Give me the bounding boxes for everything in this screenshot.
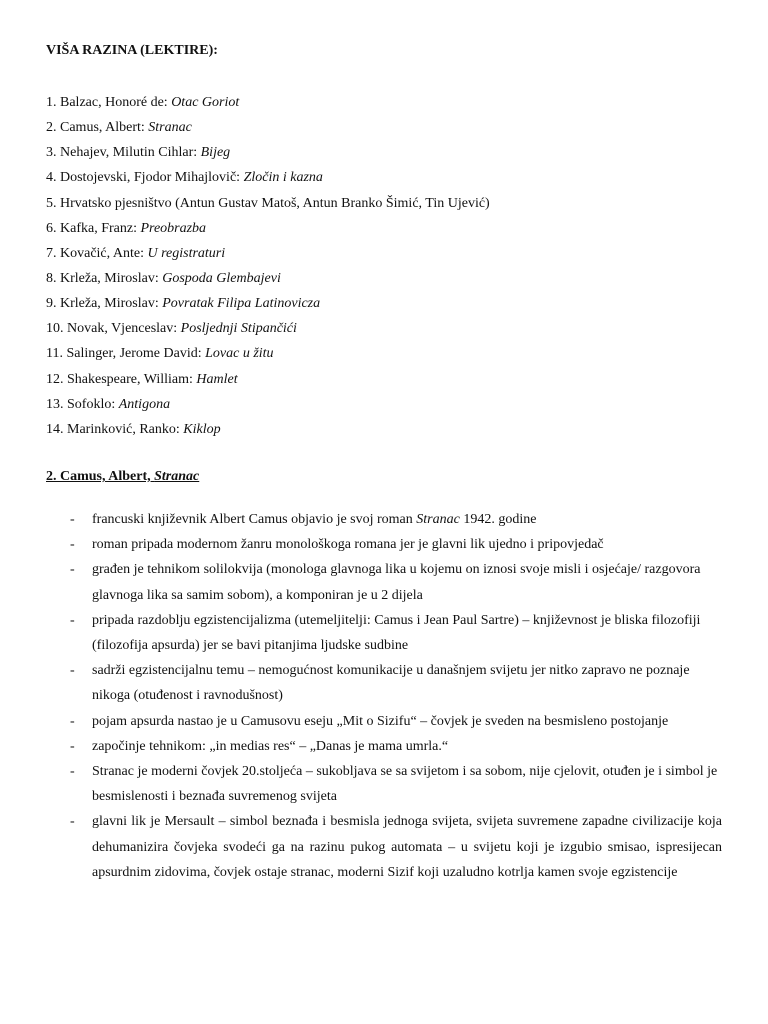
list-item: 13. Sofoklo: Antigona	[46, 396, 171, 412]
bullet-item: - građen je tehnikom solilokvija (monologa glavnoga lika u kojemu on iznosi svoje misli i osjećaje/ razgovora glavnoga lika sa samim sobom), a komponiran je u 2 dijela	[46, 557, 722, 607]
bullet-dash: -	[70, 562, 75, 578]
list-item: 12. Shakespeare, William: Hamlet	[46, 371, 238, 387]
page-heading: VIŠA RAZINA (LEKTIRE):	[46, 43, 218, 58]
bullet-item: - Stranac je moderni čovjek 20.stoljeća – sukobljava se sa svijetom i sa sobom, nije cjelovit, otuđen je i simbol je besmislenosti i beznađa suvremenog svijeta	[46, 759, 722, 809]
bullet-item: - roman pripada modernom žanru monološkoga romana jer je glavni lik ujedno i pripovjedač	[46, 532, 722, 557]
list-item: 7. Kovačić, Ante: U registraturi	[46, 245, 226, 261]
bullet-item: - sadrži egzistencijalnu temu – nemogućnost komunikacije u današnjem svijetu jer nitko zapravo ne poznaje nikoga (otuđenost i ravnodušnost)	[46, 658, 722, 708]
bullet-item: - francuski književnik Albert Camus objavio je svoj roman Stranac 1942. godine	[46, 507, 722, 532]
list-item: 4. Dostojevski, Fjodor Mihajlovič: Zločin i kazna	[46, 170, 323, 186]
bullet-dash: -	[70, 764, 75, 780]
bullet-item: - započinje tehnikom: „in medias res“ – „Danas je mama umrla.“	[46, 734, 722, 759]
bullet-dash: -	[70, 713, 75, 729]
list-item: 3. Nehajev, Milutin Cihlar: Bijeg	[46, 145, 231, 161]
bullet-item: - pojam apsurda nastao je u Camusovu eseju „Mit o Sizifu“ – čovjek je sveden na besmisleno postojanje	[46, 709, 722, 734]
bullet-dash: -	[70, 663, 75, 679]
list-item: 11. Salinger, Jerome David: Lovac u žitu	[46, 346, 274, 362]
list-item: 9. Krleža, Miroslav: Povratak Filipa Latinovicza	[46, 296, 321, 312]
list-item: 1. Balzac, Honoré de: Otac Goriot	[46, 95, 240, 110]
bullet-dash: -	[70, 537, 75, 553]
bullet-list	[46, 507, 722, 885]
list-item: 14. Marinković, Ranko: Kiklop	[46, 421, 221, 437]
list-item: 8. Krleža, Miroslav: Gospoda Glembajevi	[46, 270, 281, 286]
bullet-item: - pripada razdoblju egzistencijalizma (utemeljitelji: Camus i Jean Paul Sartre) – književnost je bliska filozofiji (filozofija apsurda) jer se bavi pitanjima ljudske sudbine	[46, 608, 722, 658]
bullet-dash: -	[70, 612, 75, 628]
list-item: 6. Kafka, Franz: Preobrazba	[46, 220, 207, 236]
list-item: 5. Hrvatsko pjesništvo (Antun Gustav Matoš, Antun Branko Šimić, Tin Ujević)	[46, 195, 490, 211]
reading-list	[46, 92, 490, 444]
list-item: 2. Camus, Albert: Stranac	[46, 120, 192, 136]
bullet-dash: -	[70, 738, 75, 754]
list-item: 10. Novak, Vjenceslav: Posljednji Stipančići	[46, 321, 297, 337]
bullet-dash: -	[70, 814, 75, 830]
section-title: 2. Camus, Albert, Stranac	[46, 469, 200, 484]
bullet-dash: -	[70, 512, 75, 527]
bullet-item: - glavni lik je Mersault – simbol beznađa i besmisla jednoga svijeta, svijeta suvremene zapadne civilizacije koja dehumanizira čovjeka svodeći ga na razinu pukog automata – u svijetu koji je izgubio smisao, ispresijecan apsurdnim zidovima, čovjek ostaje stranac, moderni Sizif koji uzaludno kotrlja kamen svoje egzistencije	[46, 809, 722, 885]
